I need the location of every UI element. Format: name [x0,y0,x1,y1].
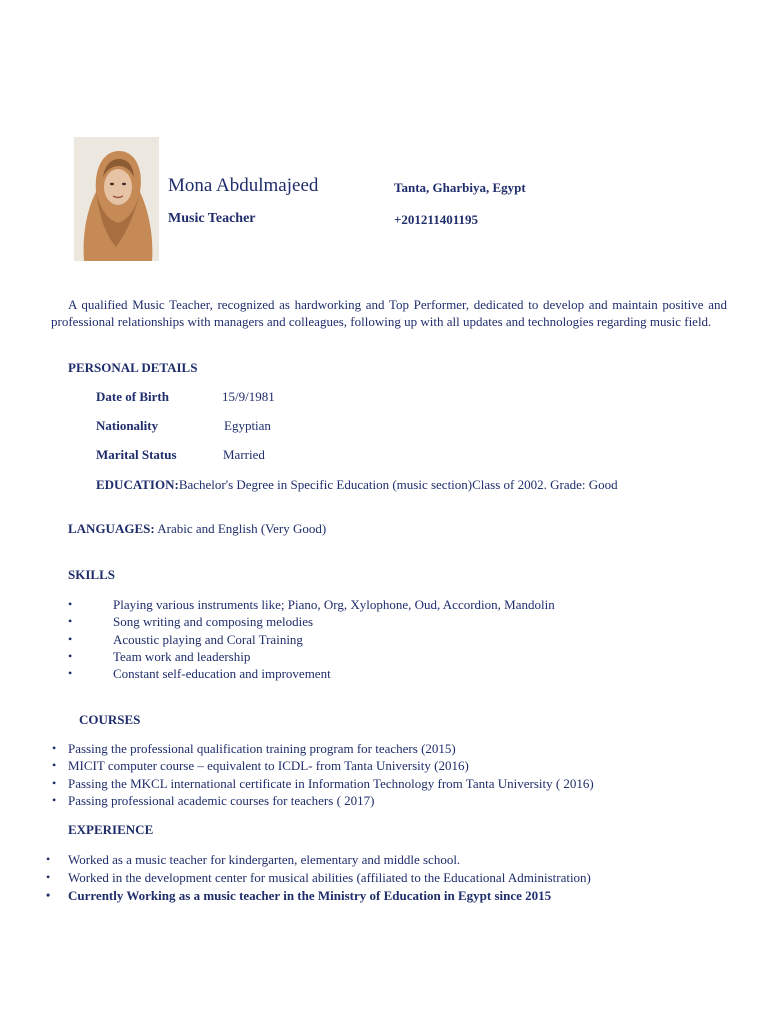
skill-text: Acoustic playing and Coral Training [113,631,303,647]
marital-status-label: Marital Status [96,447,177,462]
experience-heading: EXPERIENCE [68,822,154,837]
languages-text: Arabic and English (Very Good) [154,521,327,536]
bullet-icon: • [68,666,73,681]
bullet-icon: • [68,597,73,611]
languages-line [68,521,326,537]
experience-text: Currently Working as a music teacher in the Ministry of Education in Egypt since 2015 [68,887,552,903]
skills-heading: SKILLS [68,567,115,582]
list-item [68,631,555,648]
bullet-icon: • [52,758,57,773]
experience-text: Worked in the development center for musical abilities (affiliated to the Educational Administration) [68,869,591,885]
bullet-icon: • [46,852,51,866]
person-photo-icon [74,137,159,261]
bullet-icon: • [52,792,57,807]
dob-value: 15/9/1981 [222,389,275,404]
summary-paragraph: A qualified Music Teacher, recognized as hardworking and Top Performer, dedicated to develop and maintain positive and professional relationships with managers and colleagues, following up with all updates and technologies regarding music field. [51,297,727,329]
list-item [52,740,594,757]
course-text: Passing the MKCL international certificate in Information Technology from Tanta University ( 2016) [68,775,594,791]
education-label: EDUCATION: [96,477,179,492]
list-item [52,757,594,774]
candidate-name: Mona Abdulmajeed [168,175,319,196]
bullet-icon: • [68,614,73,629]
list-item [46,887,591,905]
list-item [68,665,555,682]
location-text: Tanta, Gharbiya, Egypt [394,180,526,195]
courses-heading: COURSES [79,712,141,727]
list-item [46,869,591,887]
nationality-label: Nationality [96,418,159,433]
list-item [68,648,555,665]
bullet-icon: • [68,631,73,646]
course-text: MICIT computer course – equivalent to ICDL- from Tanta University (2016) [68,758,469,774]
skills-list [68,596,555,682]
list-item [68,613,555,630]
list-item [52,792,594,809]
bullet-icon: • [52,741,57,755]
course-text: Passing the professional qualification training program for teachers (2015) [68,741,456,756]
education-text: Bachelor's Degree in Specific Education (music section)Class of 2002. Grade: Good [178,477,618,492]
bullet-icon: • [52,775,57,790]
courses-list [52,740,594,809]
education-line [96,477,618,493]
bullet-icon: • [68,648,73,663]
job-title: Music Teacher [168,211,256,226]
list-item [46,851,591,869]
personal-details-heading: PERSONAL DETAILS [68,360,198,375]
experience-text: Worked as a music teacher for kindergarten, elementary and middle school. [68,852,461,867]
experience-list [46,851,591,904]
bullet-icon: • [46,887,51,902]
course-text: Passing professional academic courses for teachers ( 2017) [68,792,375,808]
marital-status-value: Married [223,447,265,462]
skill-text: Song writing and composing melodies [113,614,314,630]
bullet-icon: • [46,869,51,884]
profile-photo [74,137,159,261]
languages-label: LANGUAGES: [68,521,155,536]
skill-text: Playing various instruments like; Piano, Org, Xylophone, Oud, Accordion, Mandolin [113,597,555,612]
nationality-value: Egyptian [224,418,271,433]
skill-text: Constant self-education and improvement [113,666,331,682]
list-item [52,775,594,792]
dob-label: Date of Birth [96,389,169,404]
phone-number: +201211401195 [394,212,478,227]
list-item [68,596,555,613]
skill-text: Team work and leadership [113,648,251,664]
